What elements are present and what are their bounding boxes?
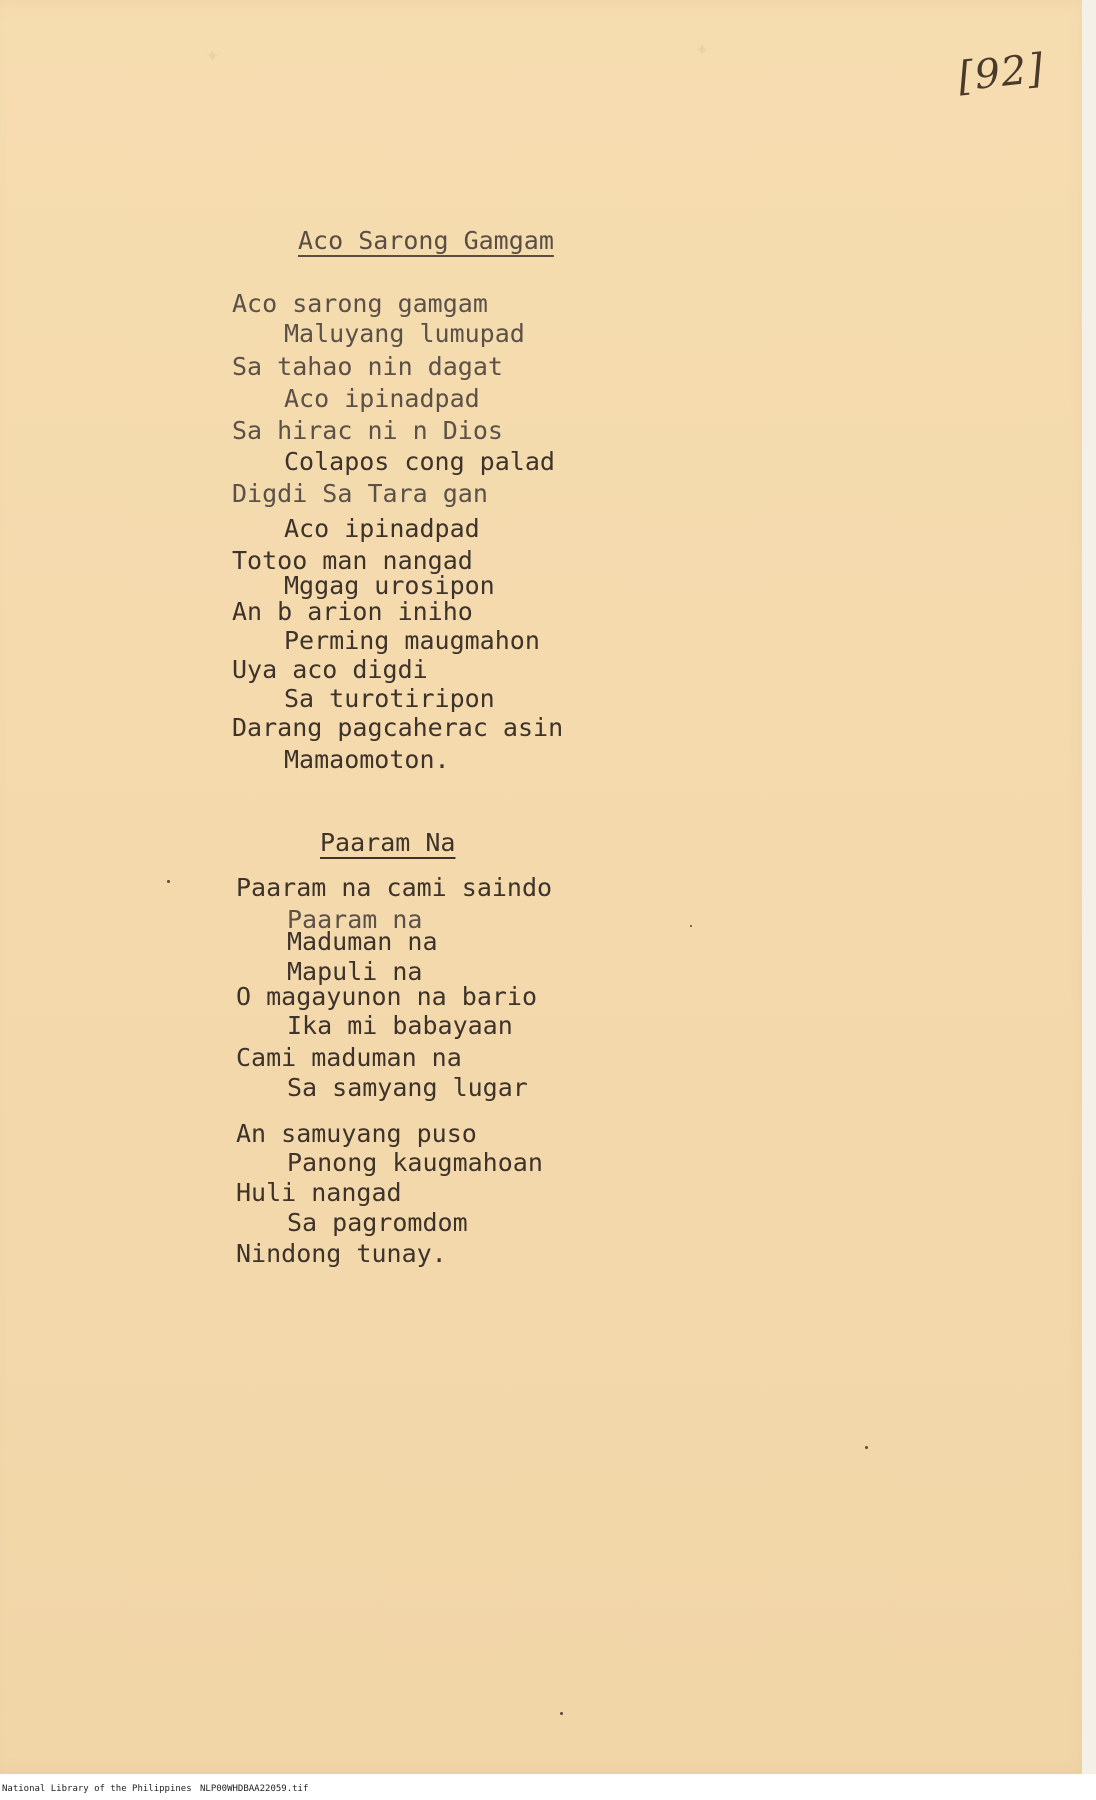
ink-speck bbox=[865, 1446, 868, 1449]
poem1-line: Perming maugmahon bbox=[284, 626, 540, 655]
ink-speck bbox=[167, 880, 170, 883]
poem1-line: Digdi Sa Tara gan bbox=[232, 479, 488, 508]
poem1-line: Sa tahao nin dagat bbox=[232, 352, 503, 381]
ink-speck bbox=[560, 1712, 563, 1715]
page-edge bbox=[1082, 0, 1096, 1774]
poem2-line: Huli nangad bbox=[236, 1178, 402, 1207]
poem1-line: Totoo man nangad bbox=[232, 546, 473, 575]
poem1-line: Aco ipinadpad bbox=[284, 384, 480, 413]
ink-speck bbox=[690, 925, 692, 927]
poem2-title: Paaram Na bbox=[320, 828, 456, 857]
poem1-line: Aco sarong gamgam bbox=[232, 289, 488, 318]
poem2-line: Panong kaugmahoan bbox=[287, 1148, 543, 1177]
poem1-line: Uya aco digdi bbox=[232, 655, 428, 684]
poem1-title: Aco Sarong Gamgam bbox=[298, 226, 554, 255]
poem2-line: Maduman na bbox=[287, 927, 438, 956]
pin-mark: ✦ bbox=[205, 40, 220, 68]
poem2-line: Sa pagromdom bbox=[287, 1208, 468, 1237]
page-number: [92] bbox=[955, 45, 1047, 101]
pin-mark: ✦ bbox=[695, 34, 710, 62]
poem1-line: Colapos cong palad bbox=[284, 447, 555, 476]
footer-left: National Library of the Philippines bbox=[2, 1784, 192, 1794]
poem2-line: Paaram na cami saindo bbox=[236, 873, 553, 902]
poem2-line: Nindong tunay. bbox=[236, 1239, 447, 1268]
poem1-line: Sa turotiripon bbox=[284, 684, 495, 713]
poem2-line: Paaram na bbox=[287, 905, 423, 934]
poem2-line: O magayunon na bario bbox=[236, 982, 538, 1011]
poem2-line: An samuyang puso bbox=[236, 1119, 477, 1148]
poem1-line: Mamaomoton. bbox=[284, 745, 450, 774]
poem1-line: Maluyang lumupad bbox=[284, 319, 525, 348]
poem1-line: Aco ipinadpad bbox=[284, 514, 480, 543]
poem2-line: Mapuli na bbox=[287, 957, 423, 986]
footer-right: NLP00WHDBAA22059.tif bbox=[200, 1784, 309, 1794]
poem2-line: Ika mi babayaan bbox=[287, 1011, 513, 1040]
poem2-line: Sa samyang lugar bbox=[287, 1073, 528, 1102]
poem1-line: Darang pagcaherac asin bbox=[232, 713, 564, 742]
poem1-line: An b arion iniho bbox=[232, 597, 473, 626]
poem1-line: Mggag urosipon bbox=[284, 571, 495, 600]
poem2-line: Cami maduman na bbox=[236, 1043, 462, 1072]
poem1-line: Sa hirac ni n Dios bbox=[232, 416, 503, 445]
